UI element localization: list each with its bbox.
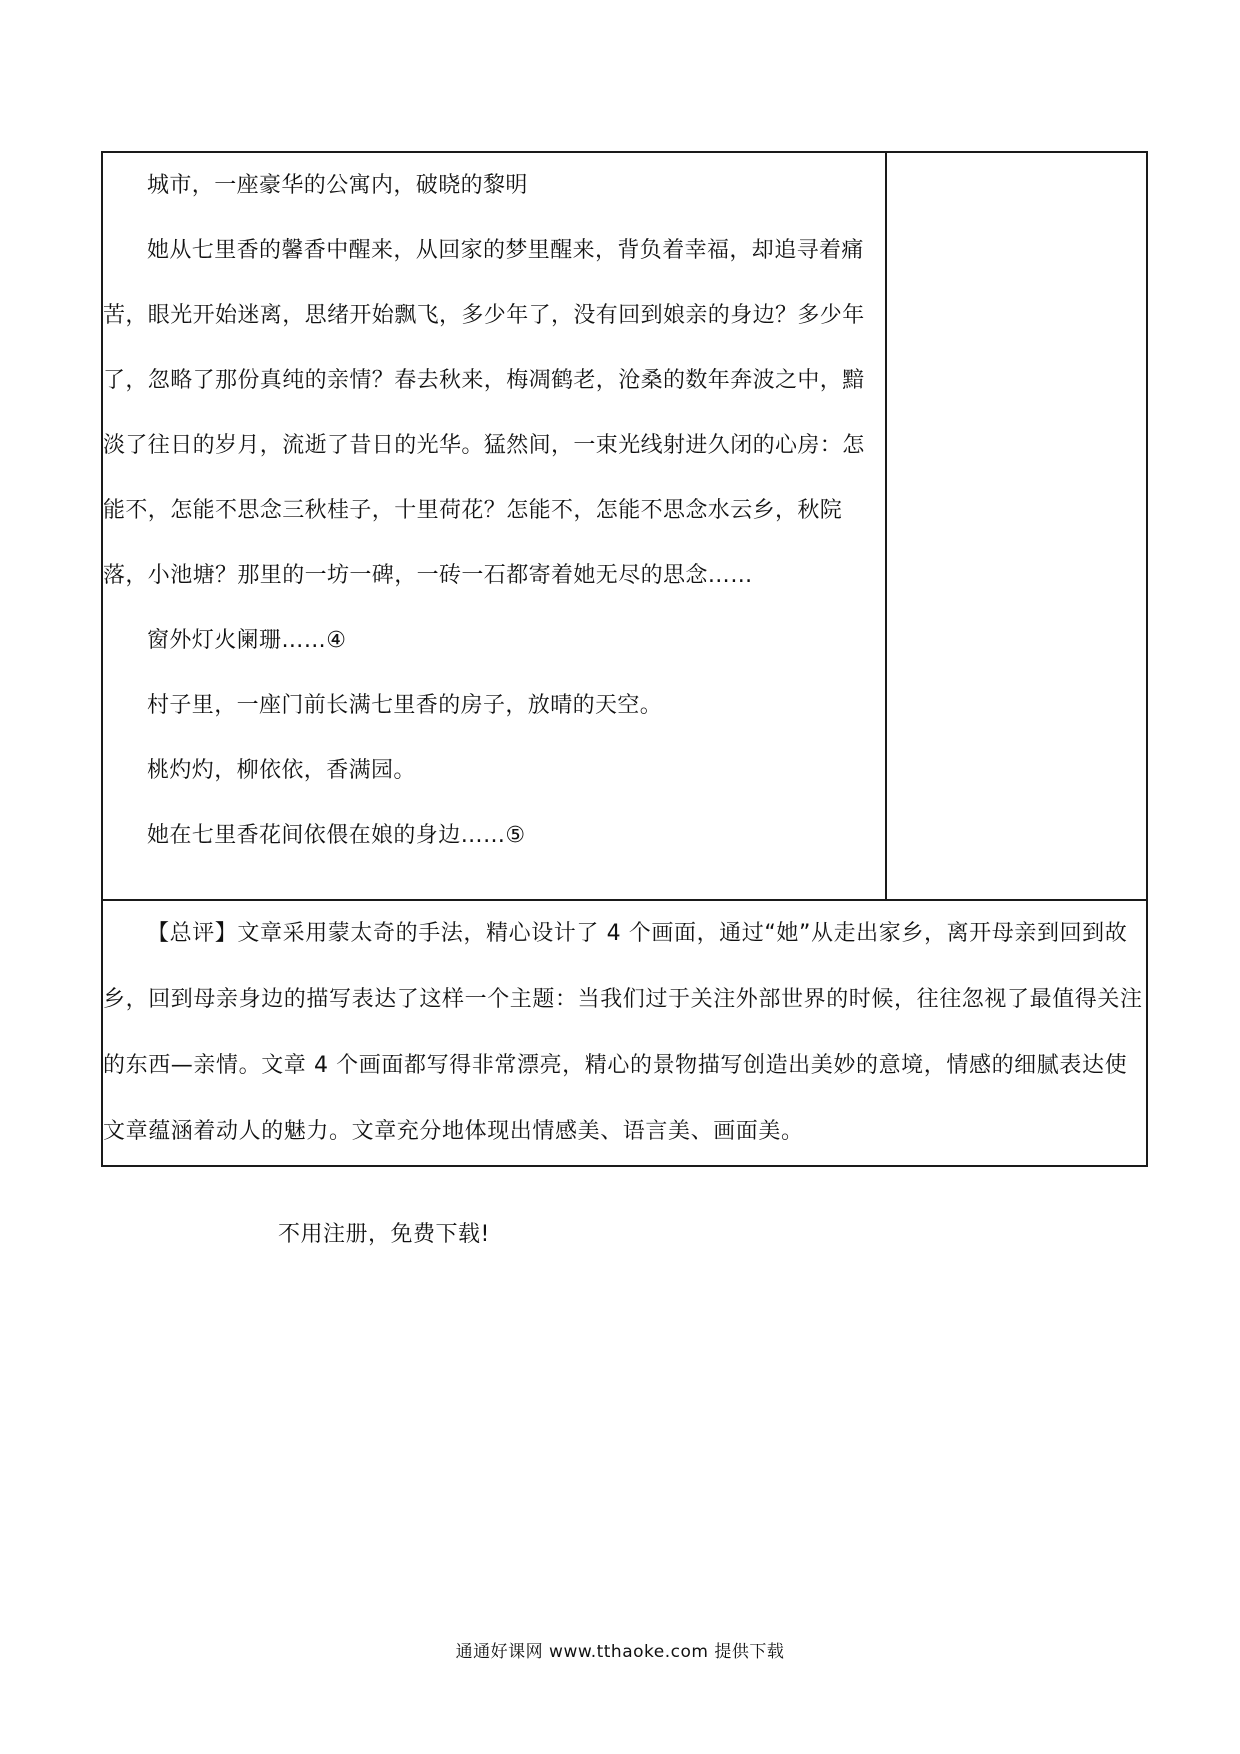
main-text-cell bbox=[102, 152, 886, 900]
paragraph-with-mother: 她在七里香花间依偎在娘的身边……⑤ bbox=[147, 823, 526, 848]
paragraph-village-scene: 村子里，一座门前长满七里香的房子，放晴的天空。 bbox=[147, 693, 663, 718]
paragraph-awakening: 她从七里香的馨香中醒来，从回家的梦里醒来，背负着幸福，却追寻着痛苦，眼光开始迷离，思绪开始飘飞，多少年了，没有回到娘亲的身边？多少年了，忽略了那份真纯的亲情？春去秋来，梅凋鹤老，沧桑的数年奔波之中，黯淡了往日的岁月，流逝了昔日的光华。猛然间，一束光线射进久闭的心房：怎能不，怎能不思念三秋桂子，十里荷花？怎能不，怎能不思念水云乡，秋院落，小池塘？那里的一坊一碑，一砖一石都寄着她无尽的思念…… bbox=[103, 238, 865, 588]
page-footer: 通通好课网 www.tthaoke.com 提供下载 bbox=[455, 1642, 785, 1662]
paragraph-garden: 桃灼灼，柳依依，香满园。 bbox=[147, 758, 416, 783]
review-row bbox=[102, 900, 1147, 1166]
empty-side-cell bbox=[886, 152, 1147, 900]
paragraph-window-lights: 窗外灯火阑珊……④ bbox=[147, 628, 347, 653]
paragraph-city-scene: 城市，一座豪华的公寓内，破晓的黎明 bbox=[147, 173, 528, 198]
review-text: 【总评】文章采用蒙太奇的手法，精心设计了 4 个画面，通过“她”从走出家乡，离开母亲到回到故乡，回到母亲身边的描写表达了这样一个主题：当我们过于关注外部世界的时候，往往忽视了最值得关注的东西—亲情。文章 4 个画面都写得非常漂亮，精心的景物描写创造出美妙的意境，情感的细腻表达使文章蕴涵着动人的魅力。文章充分地体现出情感美、语言美、画面美。 bbox=[103, 921, 1143, 1144]
main-row bbox=[102, 152, 1147, 900]
free-download-notice: 不用注册，免费下载! bbox=[278, 1222, 490, 1247]
content-table bbox=[101, 151, 1148, 1167]
review-cell bbox=[102, 900, 1147, 1166]
